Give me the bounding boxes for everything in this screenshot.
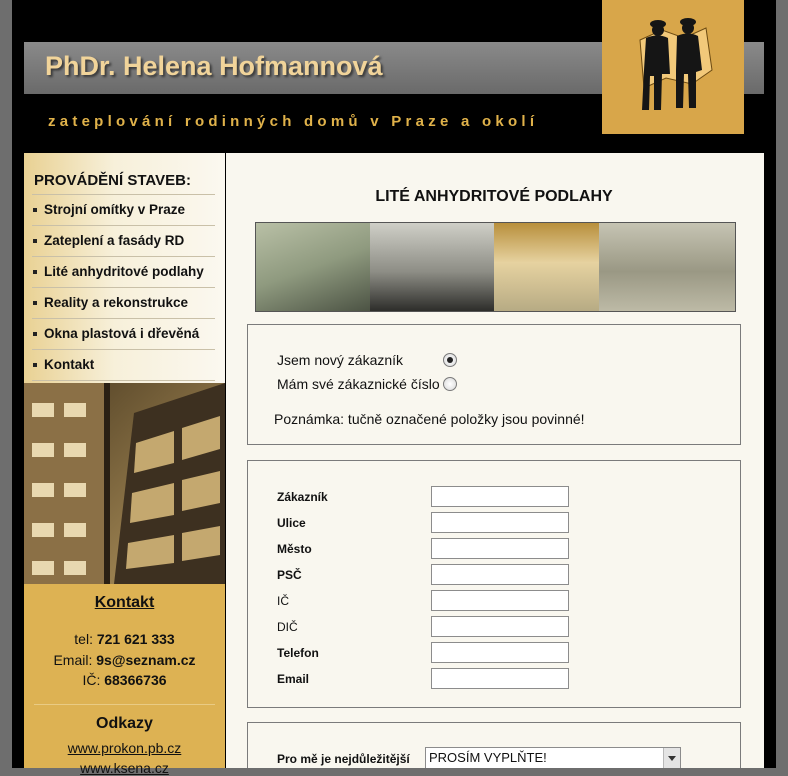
links-title: Odkazy [96, 715, 153, 732]
phone-field-label: Telefon [277, 646, 319, 660]
contact-title: Kontakt [94, 594, 155, 611]
sidebar [24, 153, 225, 776]
customer-field-label: Zákazník [277, 490, 328, 504]
link-prokon[interactable]: www.prokon.pb.cz [67, 740, 182, 756]
dic-field-label: DIČ [277, 620, 298, 634]
nav-item-label: Kontakt [44, 357, 95, 372]
priority-select-value: PROSÍM VYPLŇTE! [429, 750, 547, 765]
ic-field-label: IČ [277, 594, 289, 608]
floor-photo [370, 223, 494, 311]
radio-new-customer-label: Jsem nový zákazník [277, 352, 404, 368]
email-value: 9s@seznam.cz [96, 652, 196, 668]
zip-field-label: PSČ [277, 568, 302, 582]
radio-existing-customer[interactable] [443, 377, 457, 391]
nav-item-zatepleni-fasady[interactable] [32, 225, 215, 256]
floor-photo [494, 223, 599, 311]
chevron-down-icon[interactable] [663, 748, 680, 768]
nav-item-kontakt[interactable] [32, 349, 215, 381]
bullet-icon [33, 363, 37, 367]
zip-input[interactable] [431, 564, 569, 585]
contact-ic [24, 672, 225, 688]
nav-item-lite-podlahy[interactable] [32, 256, 215, 287]
email-field-label: Email [277, 672, 310, 686]
bullet-icon [33, 332, 37, 336]
nav-item-label: Lité anhydritové podlahy [44, 264, 204, 279]
priority-box [247, 722, 741, 768]
customer-form-box [247, 460, 741, 708]
link-ksena[interactable]: www.ksena.cz [80, 760, 169, 776]
radio-existing-customer-label: Mám své zákaznické číslo [277, 376, 440, 392]
email-input[interactable] [431, 668, 569, 689]
radio-new-customer[interactable] [443, 353, 457, 367]
contact-phone [24, 631, 225, 647]
nav-item-strojni-omitky[interactable] [32, 194, 215, 225]
nav-list [32, 194, 215, 381]
floor-photo [599, 223, 735, 311]
priority-label: Pro mě je nejdůležitější [277, 752, 410, 766]
main-content [226, 153, 764, 768]
city-field-label: Město [277, 542, 312, 556]
site-tagline: zateplování rodinných domů v Praze a okolí [48, 113, 539, 130]
customer-type-box [247, 324, 741, 445]
phone-label: tel: [74, 631, 93, 647]
dic-input[interactable] [431, 616, 569, 637]
nav-item-label: Strojní omítky v Praze [44, 202, 186, 217]
divider [34, 704, 215, 705]
email-label: Email: [53, 652, 93, 668]
bullet-icon [33, 301, 37, 305]
ic-label: IČ: [82, 672, 101, 688]
building-photo [24, 383, 225, 584]
floor-photo [256, 223, 370, 311]
ic-value: 68366736 [104, 672, 167, 688]
contact-box [24, 584, 225, 776]
page-title: LITÉ ANHYDRITOVÉ PODLAHY [375, 188, 613, 205]
nav-title: PROVÁDĚNÍ STAVEB: [34, 172, 191, 189]
bullet-icon [33, 239, 37, 243]
customer-input[interactable] [431, 486, 569, 507]
phone-value: 721 621 333 [96, 631, 175, 647]
site-title: PhDr. Helena Hofmannová [45, 51, 383, 81]
bullet-icon [33, 270, 37, 274]
required-note: Poznámka: tučně označené položky jsou povinné! [274, 411, 585, 427]
nav-item-label: Okna plastová i dřevěná [44, 326, 200, 341]
nav-item-reality-rekonstrukce[interactable] [32, 287, 215, 318]
city-input[interactable] [431, 538, 569, 559]
nav-item-label: Zateplení a fasády RD [44, 233, 185, 248]
sidebar-nav-panel [24, 153, 225, 383]
nav-item-okna[interactable] [32, 318, 215, 349]
workers-logo-icon [602, 0, 744, 134]
contact-email [24, 652, 225, 668]
street-field-label: Ulice [277, 516, 306, 530]
phone-input[interactable] [431, 642, 569, 663]
bullet-icon [33, 208, 37, 212]
street-input[interactable] [431, 512, 569, 533]
floor-photos-strip [255, 222, 736, 312]
nav-item-label: Reality a rekonstrukce [44, 295, 189, 310]
ic-input[interactable] [431, 590, 569, 611]
priority-select[interactable] [425, 747, 681, 768]
